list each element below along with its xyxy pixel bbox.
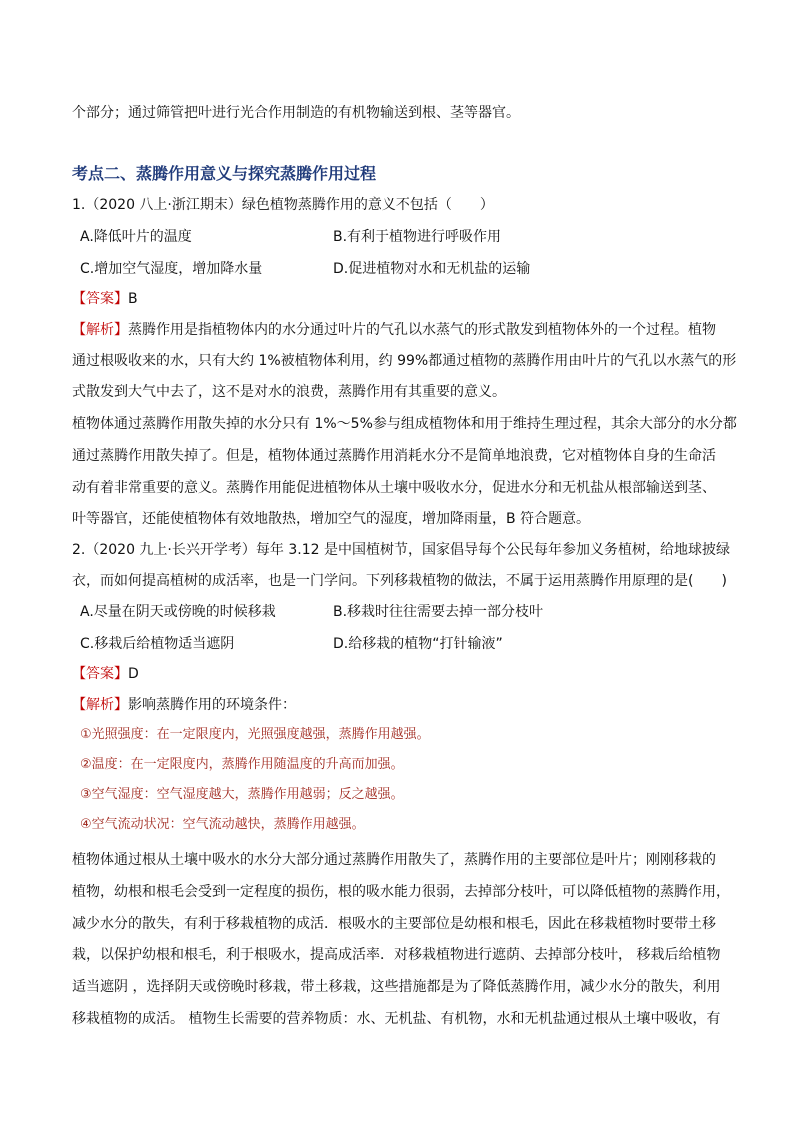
intro-text: 个部分；通过筛管把叶进行光合作用制造的有机物输送到根、茎等器官。 [72, 105, 520, 121]
q1-analysis-line: 式散发到大气中去了，这不是对水的浪费，蒸腾作用有其重要的意义。 [72, 384, 506, 400]
condition-item: ③空气湿度：空气湿度越大，蒸腾作用越弱；反之越强。 [80, 787, 404, 802]
q2-analysis-line: 植物，幼根和根毛会受到一定程度的损伤，根的吸水能力很弱，去掉部分枝叶，可以降低植物的蒸腾作用， [72, 884, 730, 900]
analysis-tag: 【解析】 [72, 697, 128, 713]
q2-analysis-line: 栽，以保护幼根和根毛，利于根吸水，提高成活率．对移栽植物进行遮荫、去掉部分枝叶， 移栽后给植物 [72, 947, 721, 963]
q2-analysis-line: 减少水分的散失，有利于移栽植物的成活．根吸水的主要部位是幼根和根毛，因此在移栽植物时要带土移 [72, 916, 716, 932]
analysis-text: 蒸腾作用是指植物体内的水分通过叶片的气孔以水蒸气的形式散发到植物体外的一个过程。植物 [128, 322, 716, 338]
q1-analysis-line: 通过根吸收来的水，只有大约 1%被植物体利用，约 99%都通过植物的蒸腾作用由叶片的气孔以水蒸气的形 [72, 353, 737, 369]
q1-answer [72, 289, 138, 309]
q2-stem: 衣，而如何提高植树的成活率，也是一门学问。下列移栽植物的做法，不属于运用蒸腾作用原理的是( ) [72, 573, 727, 589]
q1-option-a: A.降低叶片的温度 [80, 229, 192, 245]
q1-stem: 1.（2020 八上·浙江期末）绿色植物蒸腾作用的意义不包括（ ） [72, 197, 494, 213]
q1-analysis-line: 植物体通过蒸腾作用散失掉的水分只有 1%～5%参与组成植物体和用于维持生理过程，其余大部分的水分都 [72, 416, 737, 432]
q2-analysis-line [72, 695, 296, 715]
q1-option-c: C.增加空气湿度，增加降水量 [80, 261, 263, 277]
answer-tag: 【答案】 [72, 291, 128, 307]
condition-item: ②温度：在一定限度内，蒸腾作用随温度的升高而加强。 [80, 757, 404, 772]
answer-value: B [128, 291, 138, 307]
q2-answer [72, 664, 139, 684]
q2-analysis-line: 植物体通过根从土壤中吸水的水分大部分通过蒸腾作用散失了，蒸腾作用的主要部位是叶片；刚刚移栽的 [72, 852, 716, 868]
answer-tag: 【答案】 [72, 666, 128, 682]
analysis-tag: 【解析】 [72, 322, 128, 338]
q2-option-a: A.尽量在阴天或傍晚的时候移栽 [80, 604, 276, 620]
section-title: 考点二、蒸腾作用意义与探究蒸腾作用过程 [72, 164, 377, 183]
q2-option-d: D.给移栽的植物“打针输液” [333, 636, 503, 652]
condition-item: ①光照强度：在一定限度内，光照强度越强，蒸腾作用越强。 [80, 727, 430, 742]
q2-option-b: B.移栽时往往需要去掉一部分枝叶 [333, 604, 544, 620]
q2-analysis-line: 适当遮阴 ，选择阴天或傍晚时移栽，带土移栽，这些措施都是为了降低蒸腾作用，减少水分的散失，利用 [72, 979, 721, 995]
q2-analysis-line: 移栽植物的成活。 植物生长需要的营养物质：水、无机盐、有机物，水和无机盐通过根从土壤中吸收，有 [72, 1011, 721, 1027]
analysis-text: 影响蒸腾作用的环境条件： [128, 697, 296, 713]
q2-stem: 2.（2020 九上·长兴开学考）每年 3.12 是中国植树节，国家倡导每个公民每年参加义务植树，给地球披绿 [72, 542, 730, 558]
q2-option-c: C.移栽后给植物适当遮阴 [80, 636, 235, 652]
q1-analysis-line [72, 320, 716, 340]
q1-analysis-line: 动有着非常重要的意义。蒸腾作用能促进植物体从土壤中吸收水分，促进水分和无机盐从根部输送到茎、 [72, 480, 716, 496]
q1-option-b: B.有利于植物进行呼吸作用 [333, 229, 502, 245]
condition-item: ④空气流动状况：空气流动越快，蒸腾作用越强。 [80, 817, 365, 832]
q1-analysis-line: 通过蒸腾作用散失掉了。但是，植物体通过蒸腾作用消耗水分不是简单地浪费，它对植物体自身的生命活 [72, 448, 716, 464]
q1-analysis-line: 叶等器官，还能使植物体有效地散热，增加空气的湿度，增加降雨量，B 符合题意。 [72, 511, 591, 527]
q1-option-d: D.促进植物对水和无机盐的运输 [333, 261, 531, 277]
answer-value: D [128, 666, 139, 682]
